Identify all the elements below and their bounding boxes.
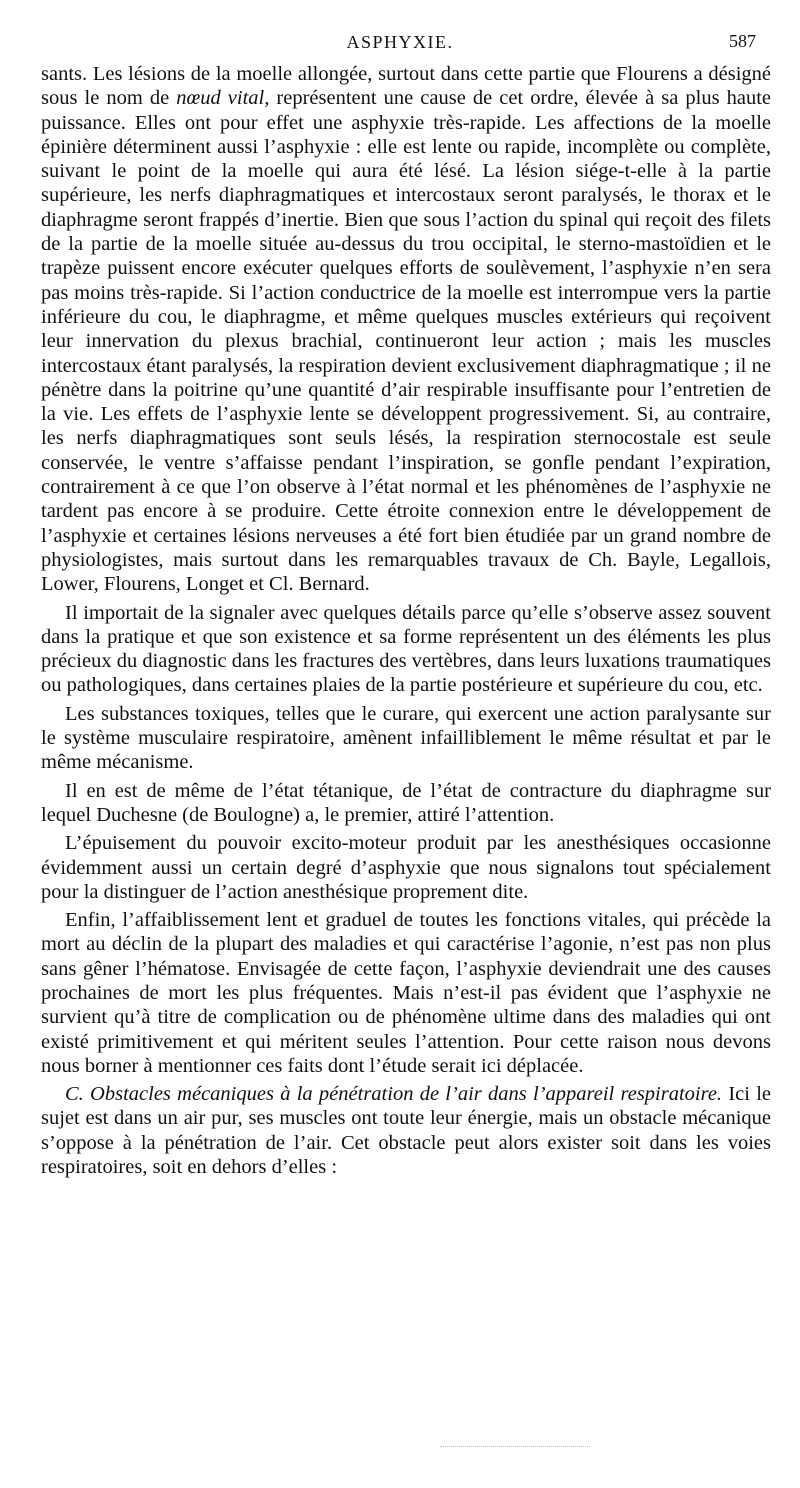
section-heading-c: C. Obstacles mécaniques à la pénétration de l’air dans l’appareil respiratoire. — [65, 1083, 723, 1106]
paragraph-4 — [41, 779, 771, 828]
paragraph-1-text: sants. Les lésions de la moelle allongée, surtout dans cette partie que Flourens a désigné sous le nom de — [41, 63, 771, 110]
paragraph-6-text: Enfin, l’affaiblissement lent et graduel de toutes les fonctions vitales, qui précède la mort au déclin de la plupart des maladies et qui caractérise l’agonie, n’est pas non plus sans gêner l’hématose. Envisagée de cette façon, l’asphyxie deviendrait une des causes prochaines de mort les plus fréquentes. Mais n’est-il pas évident que l’asphyxie ne survient qu’à titre de complication ou de phénomène ultime dans des maladies qui ont existé primitivement et qui méritent seules l’attention. Pour cette raison nous devons nous borner à mentionner ces faits dont l’étude serait ici déplacée. — [41, 909, 771, 1077]
paragraph-3 — [41, 702, 771, 775]
paragraph-2-text: Il importait de la signaler avec quelques détails parce qu’elle s’observe assez souvent dans la pratique et que son existence et sa forme représentent un des éléments les plus précieux du diagnostic dans les fractures des vertèbres, dans leurs luxations traumatiques ou pathologiques, dans certaines plaies de la partie postérieure et supérieure du cou, etc. — [41, 601, 771, 697]
body-text — [41, 62, 771, 1183]
page-number: 587 — [729, 31, 756, 51]
paragraph-1-text-cont: représentent une cause de cet ordre, élevée à sa plus haute puissance. Elles ont pour effet une asphyxie très-rapide. Les affections de la moelle épinière déterminent aussi l’asphyxie : elle est lente ou rapide, incomplète ou complète, suivant le point de la moelle qui aura été lésé. La lésion siége-t-elle à la partie supérieure, les nerfs diaphragmatiques et intercostaux seront paralysés, le thorax et le diaphragme seront frappés d’inertie. Bien que sous l’action du spinal qui reçoit des filets de la partie de la moelle située au-dessus du trou occipital, le sterno-mastoïdien et le trapèze puissent encore exécuter quelques efforts de soulèvement, l’asphyxie n’en sera pas moins très-rapide. Si l’action conductrice de la moelle est interrompue vers la partie inférieure du cou, le diaphragme, et même quelques muscles extérieurs qui reçoivent leur innervation du plexus brachial, continueront leur action ; mais les muscles intercostaux étant paralysés, la respiration devient exclusivement diaphragmatique ; il ne pénètre dans la poitrine qu’une quantité d’air respirable insuffisante pour l’entretien de la vie. Les effets de l’asphyxie lente se développent progressivement. Si, au contraire, les nerfs diaphragmatiques sont seuls lésés, la respiration sternocostale est seule conservée, le ventre s’affaisse pendant l’inspiration, se gonfle pendant l’expiration, contrairement à ce que l’on observe à l’état normal et les phénomènes de l’asphyxie ne tardent pas encore à se produire. Cette étroite connexion entre le développement de l’asphyxie et certaines lésions nerveuses a été fort bien étudiée par un grand nombre de physiologistes, mais surtout dans les remarquables travaux de Ch. Bayle, Legallois, Lower, Flourens, Longet et Cl. Bernard. — [41, 87, 772, 596]
running-title: ASPHYXIE. — [346, 32, 454, 52]
paragraph-5-text: L’épuisement du pouvoir excito-moteur produit par les anesthésiques occasionne évidemment aussi un certain degré d’asphyxie que nous signalons tout spécialement pour la distinguer de l’action anesthésique proprement dite. — [41, 832, 771, 903]
paragraph-2 — [41, 601, 771, 698]
footer-dotted-rule — [440, 1446, 590, 1447]
paragraph-5 — [41, 831, 771, 904]
paragraph-6 — [41, 908, 771, 1078]
paragraph-7 — [41, 1082, 771, 1179]
paragraph-1-italic-term: nœud vital, — [176, 87, 270, 110]
paragraph-7-text-cont: Ici le sujet est dans un air pur, ses muscles ont toute leur énergie, mais un obstacle mécanique s’oppose à la pénétration de l’air. Cet obstacle peut alors exister soit dans les voies respiratoires, soit en dehors d’elles : — [41, 1083, 772, 1179]
paragraph-4-text: Il en est de même de l’état tétanique, de l’état de contracture du diaphragme sur lequel Duchesne (de Boulogne) a, le premier, attiré l’attention. — [41, 779, 771, 826]
paragraph-1 — [41, 62, 771, 597]
paragraph-3-text: Les substances toxiques, telles que le curare, qui exercent une action paralysante sur le système musculaire respiratoire, amènent infailliblement le même résultat et par le même mécanisme. — [41, 702, 771, 774]
